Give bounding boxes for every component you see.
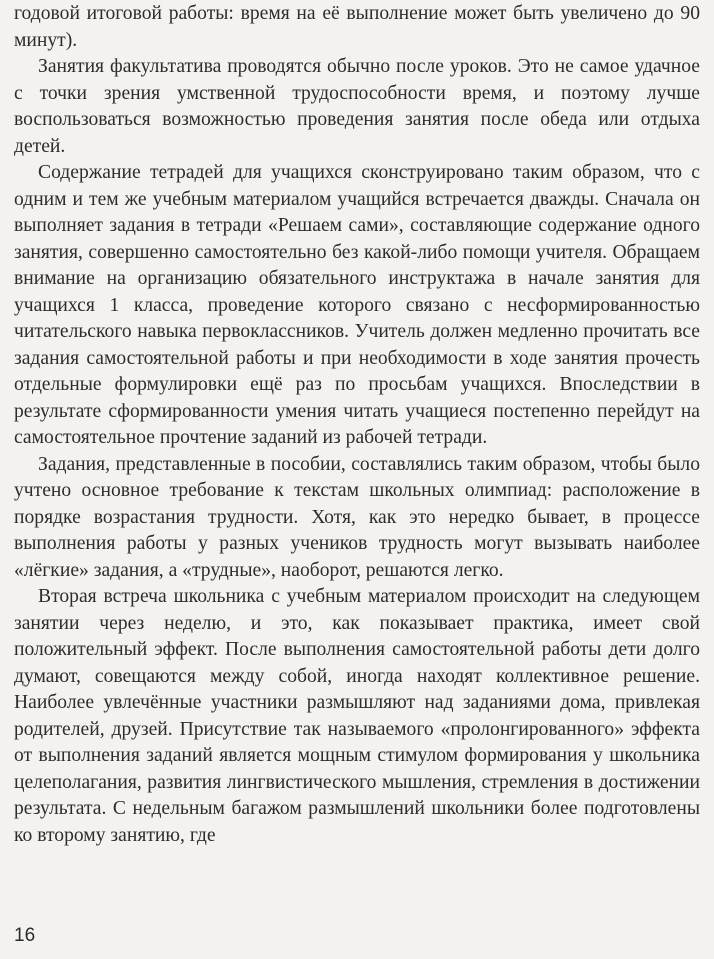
paragraph-continuation: годовой итоговой работы: время на её выполнение может быть увеличено до 90 минут).	[14, 3, 700, 51]
paragraph-second-meeting: Вторая встреча школьника с учебным материалом происходит на следующем занятии через неделю, и это, как показывает практика, имеет свой положительный эффект. После выполнения самостоятельной работы дети долго думают, совещаются между собой, иногда находят коллективное решение. Наиболее увлечённые участники размышляют над заданиями дома, привлекая родителей, друзей. Присутствие так называемого «пролонгированного» эффекта от выполнения заданий является мощным стимулом формирования у школьника целеполагания, развития лингвистического мышления, стремления в достижении результата. С недельным багажом размышлений школьники более подготовлены ко второму занятию, где	[14, 586, 700, 846]
body-text	[14, 1, 700, 849]
paragraph-schedule: Занятия факультатива проводятся обычно после уроков. Это не самое удачное с точки зрения умственной трудоспособности время, и поэтому лучше воспользоваться возможностью проведения занятия после обеда или отдыха детей.	[14, 56, 700, 157]
page-number: 16	[14, 925, 36, 946]
paragraph-workbook-content: Содержание тетрадей для учащихся сконструировано таким образом, что с одним и тем же учебным материалом учащийся встречается дважды. Сначала он выполняет задания в тетради «Решаем сами», составляющие содержание одного занятия, совершенно самостоятельно без какой-либо помощи учителя. Обращаем внимание на организацию обязательного инструктажа в начале занятия для учащихся 1 класса, проведение которого связано с несформированностью читательского навыка первоклассников. Учитель должен медленно прочитать все задания самостоятельной работы и при необходимости в ходе занятия прочесть отдельные формулировки ещё раз по просьбам учащихся. Впоследствии в результате сформированности умения читать учащиеся постепенно перейдут на самостоятельное прочтение заданий из рабочей тетради.	[14, 162, 700, 448]
paragraph-task-order: Задания, представленные в пособии, составлялись таким образом, чтобы было учтено основное требование к текстам школьных олимпиад: расположение в порядке возрастания трудности. Хотя, как это нередко бывает, в процессе выполнения работы у разных учеников трудность могут вызывать наиболее «лёгкие» задания, а «трудные», наоборот, решаются легко.	[14, 453, 700, 581]
